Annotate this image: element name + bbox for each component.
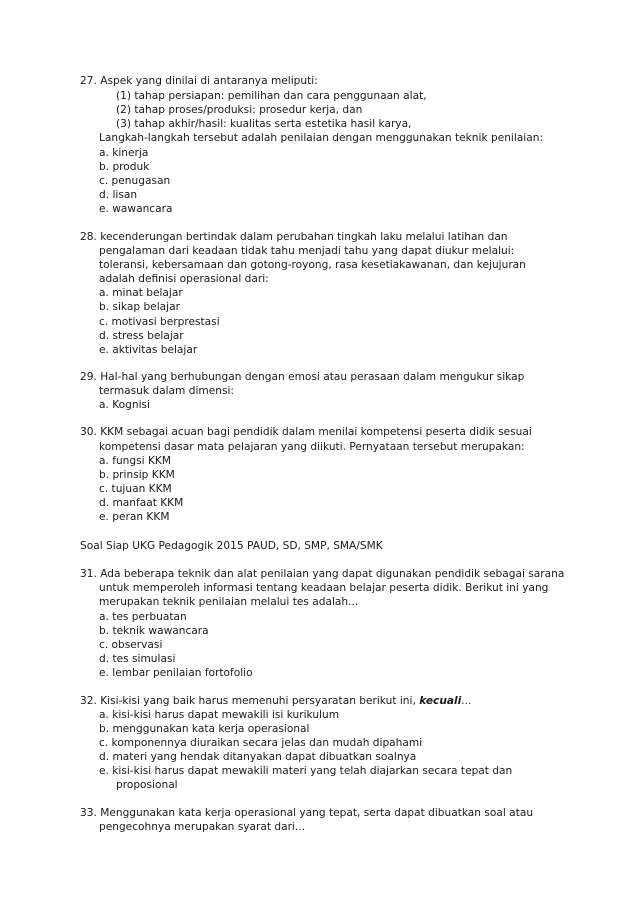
section-heading: Soal Siap UKG Pedagogik 2015 PAUD, SD, SMP, SMA/SMK bbox=[80, 540, 383, 552]
answer-option: c. komponennya diuraikan secara jelas dan mudah dipahami bbox=[99, 737, 423, 749]
answer-option: d. stress belajar bbox=[99, 330, 184, 342]
answer-option: c. motivasi berprestasi bbox=[99, 316, 220, 328]
answer-option: e. peran KKM bbox=[99, 511, 170, 523]
answer-option: e. aktivitas belajar bbox=[99, 344, 198, 356]
answer-option: e. kisi-kisi harus dapat mewakili materi yang telah diajarkan secara tepat dan bbox=[99, 765, 513, 777]
answer-option: e. lembar penilaian fortofolio bbox=[99, 667, 253, 679]
answer-option: d. lisan bbox=[99, 189, 138, 201]
question-text-prefix: 32. Kisi-kisi yang baik harus memenuhi persyaratan berikut ini, bbox=[80, 695, 420, 707]
answer-option: c. tujuan KKM bbox=[99, 483, 172, 495]
answer-option: a. kinerja bbox=[99, 147, 149, 159]
question-emphasis: kecuali bbox=[419, 695, 462, 707]
sub-item: (1) tahap persiapan: pemilihan dan cara penggunaan alat, bbox=[116, 90, 427, 102]
answer-option: a. minat belajar bbox=[99, 287, 183, 299]
question-text-suffix: ... bbox=[461, 695, 472, 707]
answer-option-continued: proposional bbox=[116, 779, 178, 791]
question-text-continued: Langkah-langkah tersebut adalah penilaian dengan menggunakan teknik penilaian: bbox=[99, 132, 544, 144]
question-text: 28. kecenderungan bertindak dalam perubahan tingkah laku melalui latihan dan bbox=[80, 231, 508, 243]
answer-option: e. wawancara bbox=[99, 203, 173, 215]
question-text-continued: termasuk dalam dimensi: bbox=[99, 385, 234, 397]
question-text-continued: adalah definisi operasional dari: bbox=[99, 273, 269, 285]
question-text-continued: kompetensi dasar mata pelajaran yang diikuti. Pernyataan tersebut merupakan: bbox=[99, 441, 525, 453]
answer-option: b. teknik wawancara bbox=[99, 625, 209, 637]
answer-option: d. manfaat KKM bbox=[99, 497, 184, 509]
answer-option: b. menggunakan kata kerja operasional bbox=[99, 723, 310, 735]
question-text: 31. Ada beberapa teknik dan alat penilaian yang dapat digunakan pendidik sebagai sarana bbox=[80, 568, 565, 580]
sub-item: (3) tahap akhir/hasil: kualitas serta estetika hasil karya, bbox=[116, 118, 412, 130]
question-text-continued: pengecohnya merupakan syarat dari... bbox=[99, 821, 305, 833]
answer-option: c. observasi bbox=[99, 639, 163, 651]
answer-option: b. produk bbox=[99, 161, 150, 173]
answer-option: c. penugasan bbox=[99, 175, 171, 187]
answer-option: d. tes simulasi bbox=[99, 653, 176, 665]
answer-option: a. Kognisi bbox=[99, 399, 150, 411]
question-text: 29. Hal-hal yang berhubungan dengan emosi atau perasaan dalam mengukur sikap bbox=[80, 371, 525, 383]
answer-option: a. fungsi KKM bbox=[99, 455, 171, 467]
sub-item: (2) tahap proses/produksi: prosedur kerja, dan bbox=[116, 104, 363, 116]
answer-option: a. kisi-kisi harus dapat mewakili isi kurikulum bbox=[99, 709, 340, 721]
question-text-continued: untuk memperoleh informasi tentang keadaan belajar peserta didik. Berikut ini yang bbox=[99, 582, 549, 594]
answer-option: b. prinsip KKM bbox=[99, 469, 175, 481]
answer-option: a. tes perbuatan bbox=[99, 611, 187, 623]
question-text: 33. Menggunakan kata kerja operasional yang tepat, serta dapat dibuatkan soal atau bbox=[80, 807, 534, 819]
answer-option: b. sikap belajar bbox=[99, 301, 180, 313]
question-text-continued: pengalaman dari keadaan tidak tahu menjadi tahu yang dapat diukur melalui: bbox=[99, 245, 515, 257]
question-text: 30. KKM sebagai acuan bagi pendidik dalam menilai kompetensi peserta didik sesuai bbox=[80, 426, 532, 438]
question-text: 27. Aspek yang dinilai di antaranya meliputi: bbox=[80, 75, 318, 87]
question-text-continued: toleransi, kebersamaan dan gotong-royong, rasa kesetiakawanan, dan kejujuran bbox=[99, 259, 526, 271]
answer-option: d. materi yang hendak ditanyakan dapat dibuatkan soalnya bbox=[99, 751, 417, 763]
question-text bbox=[80, 694, 471, 708]
question-text-continued: merupakan teknik penilaian melalui tes adalah... bbox=[99, 596, 359, 608]
